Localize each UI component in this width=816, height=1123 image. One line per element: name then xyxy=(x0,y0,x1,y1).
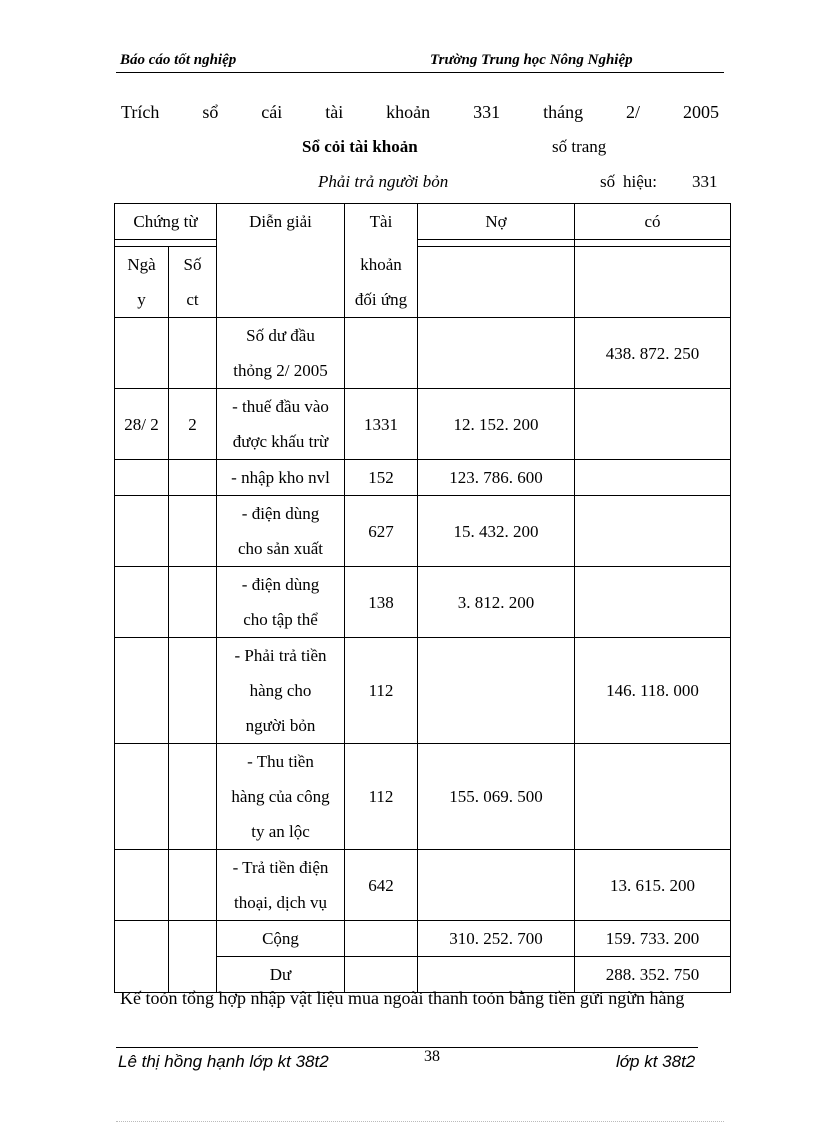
header-gap-row xyxy=(115,240,731,247)
credit-header: có xyxy=(575,204,731,240)
ledger-body xyxy=(115,318,731,921)
table-row xyxy=(115,850,731,921)
credit-subheader xyxy=(575,247,731,318)
table-row xyxy=(115,638,731,744)
account-header: Tài xyxy=(345,204,418,240)
debit-header: Nợ xyxy=(418,204,575,240)
total-label: Cộng xyxy=(217,921,345,957)
credit-cell xyxy=(575,389,731,460)
account-cell: 642 xyxy=(345,850,418,921)
account-header-sub: khoản đối ứng xyxy=(345,247,418,318)
footer-text: Kế toỏn tổng hợp nhập vật liệu mua ngoài thanh toỏn bằng tiền gửi ngừn hàng xyxy=(120,988,685,1008)
description-cell: Số dư đầu thỏng 2/ 2005 xyxy=(217,318,345,389)
account-cell xyxy=(345,318,418,389)
debit-cell: 15. 432. 200 xyxy=(418,496,575,567)
header-right: Trường Trung học Nông Nghiệp xyxy=(430,52,633,68)
ledger-subtitle: Phải trả người bỏn xyxy=(318,172,449,191)
header-rule xyxy=(116,72,724,73)
intro-word: Trích xyxy=(121,102,160,122)
debit-cell xyxy=(418,850,575,921)
description-header: Diễn giải xyxy=(217,204,345,318)
date-cell xyxy=(115,744,169,850)
date-cell xyxy=(115,850,169,921)
debit-subheader xyxy=(418,247,575,318)
intro-line xyxy=(121,102,719,123)
intro-word: cái xyxy=(261,102,283,122)
intro-word: 2005 xyxy=(683,102,719,122)
table-row xyxy=(115,318,731,389)
account-label-2: hiệu: xyxy=(623,172,657,191)
number-cell xyxy=(169,496,217,567)
number-cell xyxy=(169,318,217,389)
credit-cell xyxy=(575,567,731,638)
footer-right: lớp kt 38t2 xyxy=(616,1052,696,1071)
number-cell xyxy=(169,638,217,744)
number-cell xyxy=(169,567,217,638)
table-row xyxy=(115,496,731,567)
credit-cell xyxy=(575,744,731,850)
intro-word: khoản xyxy=(386,102,431,122)
credit-cell xyxy=(575,460,731,496)
number-cell xyxy=(169,460,217,496)
date-cell xyxy=(115,318,169,389)
balance-credit: 288. 352. 750 xyxy=(575,957,731,993)
intro-word: tài xyxy=(325,102,344,122)
number-cell xyxy=(169,744,217,850)
intro-word: 2/ xyxy=(626,102,641,122)
credit-cell: 146. 118. 000 xyxy=(575,638,731,744)
table-row xyxy=(115,389,731,460)
debit-cell xyxy=(418,318,575,389)
date-cell xyxy=(115,496,169,567)
table-cell xyxy=(345,921,418,957)
footer-rule xyxy=(116,1047,698,1048)
table-row xyxy=(115,460,731,496)
account-cell: 112 xyxy=(345,638,418,744)
account-cell: 627 xyxy=(345,496,418,567)
account-number: 331 xyxy=(692,172,718,191)
account-cell: 1331 xyxy=(345,389,418,460)
account-cell: 138 xyxy=(345,567,418,638)
date-cell xyxy=(115,460,169,496)
credit-cell: 438. 872. 250 xyxy=(575,318,731,389)
date-cell: 28/ 2 xyxy=(115,389,169,460)
description-cell: - Thu tiền hàng của công ty an lộc xyxy=(217,744,345,850)
description-cell: - thuế đầu vào được khấu trừ xyxy=(217,389,345,460)
date-header: Ngà y xyxy=(115,247,169,318)
credit-cell xyxy=(575,496,731,567)
debit-cell xyxy=(418,638,575,744)
table-row xyxy=(115,567,731,638)
ledger-title: Sổ cỏi tài khoản xyxy=(302,137,418,156)
header-left: Báo cáo tốt nghiệp xyxy=(120,52,237,68)
page-label: số trang xyxy=(552,137,607,156)
description-cell: - điện dùng cho sản xuất xyxy=(217,496,345,567)
date-cell xyxy=(115,567,169,638)
voucher-header: Chứng từ xyxy=(115,204,217,240)
header-row xyxy=(115,204,731,240)
total-credit: 159. 733. 200 xyxy=(575,921,731,957)
bottom-dotted-rule xyxy=(116,1121,724,1122)
description-cell: - điện dùng cho tập thể xyxy=(217,567,345,638)
debit-cell: 155. 069. 500 xyxy=(418,744,575,850)
total-row xyxy=(115,921,731,957)
date-cell xyxy=(115,638,169,744)
table-row xyxy=(115,744,731,850)
number-header: Số ct xyxy=(169,247,217,318)
description-cell: - nhập kho nvl xyxy=(217,460,345,496)
ledger-table xyxy=(114,203,731,993)
account-label: số xyxy=(600,172,616,191)
number-cell: 2 xyxy=(169,389,217,460)
number-cell xyxy=(169,850,217,921)
total-debit: 310. 252. 700 xyxy=(418,921,575,957)
intro-word: sổ xyxy=(202,102,219,122)
table-cell xyxy=(169,921,217,993)
intro-word: tháng xyxy=(543,102,584,122)
footer-left: Lê thị hồng hạnh lớp kt 38t2 xyxy=(118,1052,329,1071)
credit-cell: 13. 615. 200 xyxy=(575,850,731,921)
account-cell: 152 xyxy=(345,460,418,496)
intro-word: 331 xyxy=(473,102,501,122)
description-cell: - Phải trả tiền hàng cho người bỏn xyxy=(217,638,345,744)
balance-label: Dư xyxy=(217,957,345,993)
debit-cell: 12. 152. 200 xyxy=(418,389,575,460)
account-cell: 112 xyxy=(345,744,418,850)
table-cell xyxy=(115,921,169,993)
debit-cell: 3. 812. 200 xyxy=(418,567,575,638)
description-cell: - Trả tiền điện thoại, dịch vụ xyxy=(217,850,345,921)
page-number: 38 xyxy=(424,1048,440,1065)
debit-cell: 123. 786. 600 xyxy=(418,460,575,496)
subheader-row xyxy=(115,247,731,318)
